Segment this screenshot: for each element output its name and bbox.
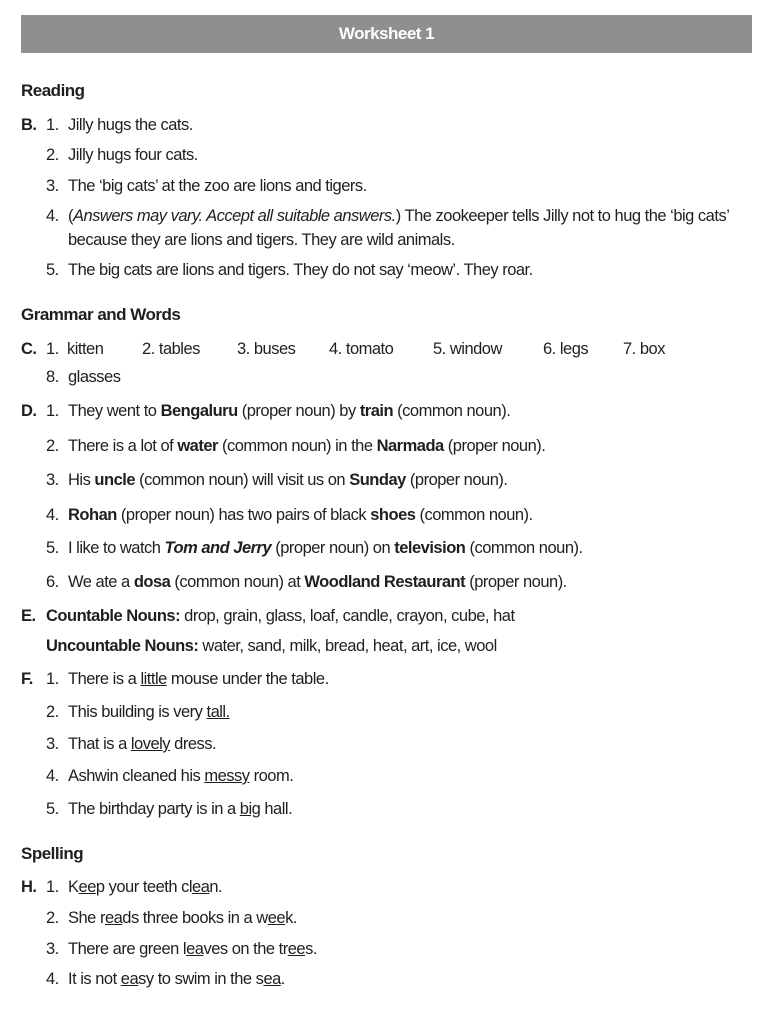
grammar-heading: Grammar and Words [21, 305, 181, 324]
underlined-letters: ea [263, 970, 281, 988]
item-number: 4. [46, 207, 59, 225]
plural-item: 2. tables [142, 340, 200, 358]
item-number: 5. [46, 261, 59, 279]
item-number: 1. [46, 878, 59, 896]
plural-item: 1. kitten [46, 340, 104, 358]
item-number: 4. [46, 506, 59, 524]
reading-answer: Jilly hugs four cats. [68, 146, 198, 164]
item-number: 2. [46, 146, 59, 164]
sentence-text: ds three books in a w [122, 909, 268, 927]
spelling-heading: Spelling [21, 844, 84, 863]
item-number: 2. [46, 703, 59, 721]
adjective-sentence: Ashwin cleaned his messy room. [68, 767, 294, 785]
item-number: 8. [46, 368, 59, 386]
plural-item: 5. window [433, 340, 502, 358]
countable-nouns: Countable Nouns: drop, grain, glass, loaf, candle, crayon, cube, hat [46, 607, 515, 625]
sentence-text: There are green l [68, 940, 187, 958]
section-letter-f: F. [21, 670, 33, 688]
item-number: 3. [46, 735, 59, 753]
noun-sentence: Rohan (proper noun) has two pairs of black shoes (common noun). [68, 506, 533, 524]
item-number: 1. [46, 670, 59, 688]
adjective-sentence: That is a lovely dress. [68, 735, 217, 753]
plural-item: glasses [68, 368, 121, 386]
spelling-sentence [68, 970, 285, 989]
sentence-text: s. [305, 940, 317, 958]
item-number: 4. [46, 970, 59, 988]
reading-answer: The big cats are lions and tigers. They do not say ‘meow’. They roar. [68, 261, 533, 279]
underlined-letters: ea [120, 970, 139, 988]
answer-text: ) The zookeeper tells Jilly not to hug the ‘big cats’ [395, 207, 730, 225]
item-number: 3. [46, 471, 59, 489]
uncountable-nouns: Uncountable Nouns: water, sand, milk, bread, heat, art, ice, wool [46, 637, 497, 655]
adjective-sentence: There is a little mouse under the table. [68, 670, 329, 688]
section-letter-b: B. [21, 116, 37, 134]
reading-heading: Reading [21, 81, 85, 100]
sentence-text: ves on the tr [203, 940, 288, 958]
noun-sentence: They went to Bengaluru (proper noun) by train (common noun). [68, 402, 511, 420]
sentence-text: sy to swim in the s [138, 970, 264, 988]
sentence-text: K [68, 878, 79, 896]
item-number: 6. [46, 573, 59, 591]
underlined-letters: ee [287, 940, 306, 958]
noun-sentence: I like to watch Tom and Jerry (proper noun) on television (common noun). [68, 539, 583, 557]
answer-note: Answers may vary. Accept all suitable answers. [73, 207, 396, 225]
item-number: 5. [46, 539, 59, 557]
section-letter-c: C. [21, 340, 37, 358]
noun-sentence: His uncle (common noun) will visit us on Sunday (proper noun). [68, 471, 508, 489]
reading-answer: The ‘big cats’ at the zoo are lions and tigers. [68, 177, 367, 195]
sentence-text: p your teeth cl [95, 878, 193, 896]
section-letter-h: H. [21, 878, 37, 896]
adjective-sentence: The birthday party is in a big hall. [68, 800, 293, 818]
noun-sentence: We ate a dosa (common noun) at Woodland Restaurant (proper noun). [68, 573, 567, 591]
item-number: 1. [46, 116, 59, 134]
reading-answer: Jilly hugs the cats. [68, 116, 193, 134]
item-number: 3. [46, 940, 59, 958]
underlined-letters: ea [104, 909, 123, 927]
reading-answer-continued: because they are lions and tigers. They are wild animals. [68, 231, 455, 249]
spelling-sentence [68, 878, 222, 897]
item-number: 2. [46, 909, 59, 927]
sentence-text: k. [285, 909, 297, 927]
worksheet-title-banner: Worksheet 1 [21, 15, 752, 53]
underlined-letters: ee [78, 878, 96, 896]
plural-item: 6. legs [543, 340, 589, 358]
reading-answer [68, 207, 729, 226]
underlined-letters: ea [192, 878, 210, 896]
spelling-sentence [68, 940, 317, 959]
paren-open: ( [68, 207, 73, 225]
sentence-text: . [280, 970, 285, 988]
item-number: 3. [46, 177, 59, 195]
underlined-letters: ea [186, 940, 204, 958]
section-letter-d: D. [21, 402, 37, 420]
spelling-sentence [68, 909, 297, 928]
item-number: 4. [46, 767, 59, 785]
item-number: 5. [46, 800, 59, 818]
plural-item: 3. buses [237, 340, 296, 358]
noun-sentence: There is a lot of water (common noun) in the Narmada (proper noun). [68, 437, 546, 455]
sentence-text: She r [68, 909, 105, 927]
item-number: 1. [46, 402, 59, 420]
sentence-text: n. [209, 878, 223, 896]
sentence-text: It is not [68, 970, 121, 988]
adjective-sentence: This building is very tall. [68, 703, 230, 721]
underlined-letters: ee [267, 909, 286, 927]
section-letter-e: E. [21, 607, 36, 625]
item-number: 2. [46, 437, 59, 455]
plural-item: 4. tomato [329, 340, 394, 358]
plural-item: 7. box [623, 340, 665, 358]
